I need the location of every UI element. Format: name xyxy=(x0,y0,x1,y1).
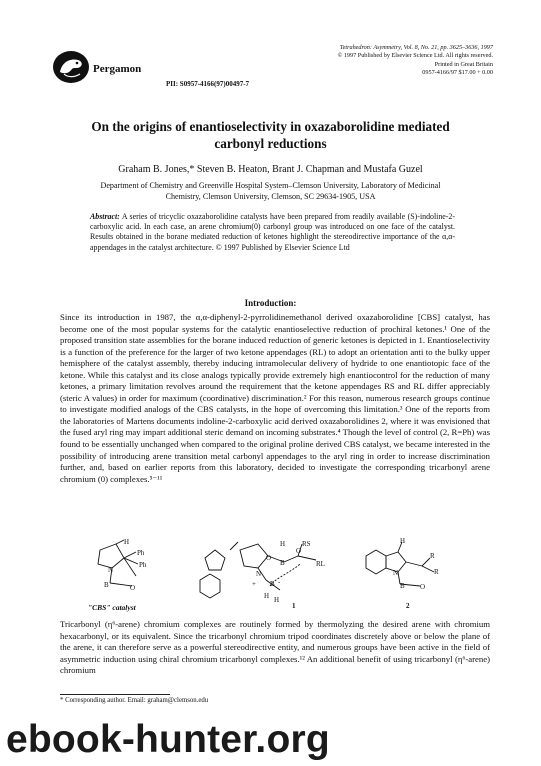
abstract-label: Abstract: xyxy=(90,212,120,221)
cbs-catalyst-structure xyxy=(98,540,138,586)
pii-identifier: PII: S0957-4166(97)00497-7 xyxy=(166,80,250,88)
publisher-name: Pergamon xyxy=(93,63,142,75)
intro-paragraph-2: Tricarbonyl (η⁶-arene) chromium complexes are routinely formed by thermolyzing the desired arene with chromium hexacarbonyl, or its equivalent. Since the tricarbonyl chromium tripod coordinates discretely above or below the plane of the arene, it can therefore serve as a powerful stereodirective entity, and numerous groups have been active in the field of asymmetric induction using chiral chromium tricarbonyl complexes.¹² An additional benefit of using tricarbonyl (η⁶-arene) chromium xyxy=(60,619,490,676)
atom-o: O xyxy=(296,547,302,555)
author-list: Graham B. Jones,* Steven B. Heaton, Brant J. Chapman and Mustafa Guzel xyxy=(118,164,423,175)
label-2: 2 xyxy=(406,602,410,610)
atom-h: H xyxy=(124,538,130,546)
affiliation-line-2: Chemistry, Clemson University, Clemson, SC 29634-1905, USA xyxy=(165,192,376,201)
atom-o: O xyxy=(266,554,272,562)
atom-n: N xyxy=(108,566,114,574)
atom-h: H xyxy=(264,592,270,600)
charge-plus: + xyxy=(252,580,256,588)
label-1: 1 xyxy=(292,602,296,610)
section-heading: Introduction: xyxy=(244,298,297,308)
affiliation-line-1: Department of Chemistry and Greenville Hospital System–Clemson University, Laboratory of Medicinal xyxy=(100,181,441,190)
atom-b: B xyxy=(400,582,405,590)
atom-b: B xyxy=(280,559,285,567)
journal-citation: Tetrahedron: Asymmetry, Vol. 8, No. 21, pp. 3625–3636, 1997 xyxy=(339,44,493,51)
atom-o: O xyxy=(420,583,426,591)
atom-n: N xyxy=(256,570,262,578)
atom-o: O xyxy=(130,584,136,592)
watermark-text: ebook-hunter.org xyxy=(6,718,330,761)
copyright-line: © 1997 Published by Elsevier Science Ltd. All rights reserved. xyxy=(337,52,493,60)
atom-n: N xyxy=(393,569,399,577)
atom-rs: RS xyxy=(302,540,311,548)
printed-line: Printed in Great Britain xyxy=(434,60,493,68)
indoline-oxazaborolidine-structure xyxy=(366,542,434,586)
cbs-catalyst-label: "CBS" catalyst xyxy=(88,603,136,612)
affiliation xyxy=(60,180,481,202)
title-line-2: carbonyl reductions xyxy=(214,136,327,151)
footnote-divider xyxy=(60,694,170,695)
atom-b: B xyxy=(104,581,109,589)
article-title xyxy=(40,118,501,152)
atom-r: R xyxy=(434,568,439,576)
abstract xyxy=(90,212,455,253)
atom-b: B xyxy=(270,580,275,588)
charge-minus: - xyxy=(278,578,281,586)
journal-info xyxy=(263,44,493,78)
atom-rl: RL xyxy=(316,560,325,568)
issn-price-line: 0957-4166/97 $17.00 + 0.00 xyxy=(422,69,493,77)
atom-ph: Ph xyxy=(137,549,145,557)
intro-paragraph-1: Since its introduction in 1987, the α,α-diphenyl-2-pyrrolidinemethanol derived oxazaborolidine [CBS] catalyst, has become one of the most popular systems for the catalytic enantioselective reduction of prochiral ketones.¹ One of the proposed transition state assemblies for the borane induced reduction of generic ketones is depicted in 1. Enantioselectivity is a function of the preference for the larger of two ketone appendages (RL) to adopt an orientation anti to the bulky upper hemisphere of the catalyst assembly, thereby inducing intramolecular delivery of hydride to one enantiotopic face of the ketone. While this catalyst and its close analogs typically provide extremely high enantiocontrol for the reduction of many ketones, a primary limitation revolves around the requirement that the ketone appendages RS and RL differ appreciably (steric A values) in order for maximum (coordinative) discrimination.² For this reason, numerous research groups continue to investigate modified analogs of the CBS catalysts, in the hope of overcoming this limitation.³ One of the reports from the laboratories of Martens documents indoline-2-carboxylic acid derived oxazaborolidines 2, where it was envisioned that the fused aryl ring may impart additional steric demand on incoming substrates.⁴ Though the level of control (2, R=Ph) was found to be essentially unchanged when compared to the original proline derived CBS catalyst, we became interested in the possibility of introducing arene transition metal carbonyl appendages to the aryl ring in order to increase discrimination further, and, based on earlier reports from this laboratory, decided to investigate the corresponding tricarbonyl arene chromium (0) complexes.⁵⁻¹¹ xyxy=(60,312,490,484)
atom-h: H xyxy=(274,596,280,604)
pergamon-logo-icon xyxy=(52,50,90,84)
atom-h: H xyxy=(400,538,406,545)
title-line-1: On the origins of enantioselectivity in oxazaborolidine mediated xyxy=(91,119,450,134)
abstract-text: A series of tricyclic oxazaborolidine catalysts have been prepared from readily available (S)-indoline-2-carboxylic acid. In each case, an arene chromium(0) carbonyl group was introduced on one face of the catalyst. Results obtained in the borane mediated reduction of ketones highlight the stereodirective importance of the α,α-appendages in the catalyst architecture. © 1997 Published by Elsevier Science Ltd xyxy=(90,212,456,252)
atom-r: R xyxy=(430,552,435,560)
chemical-scheme xyxy=(80,538,500,618)
footnote-corresponding-author: * Corresponding author. Email: graham@clemson.edu xyxy=(60,697,209,704)
atom-h: H xyxy=(280,540,286,548)
atom-ph: Ph xyxy=(139,561,147,569)
